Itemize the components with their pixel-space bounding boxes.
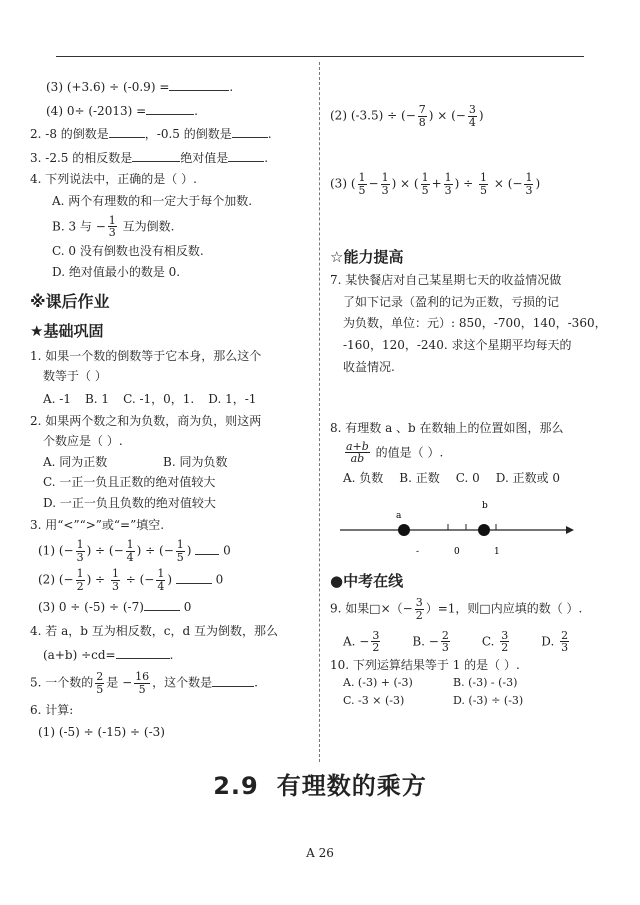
option-c: C. -3 × (-3)	[343, 693, 405, 707]
hw-question-6: 6. 计算:	[30, 703, 74, 718]
label-a: a	[396, 511, 402, 522]
option-a: A. -1	[43, 392, 71, 407]
option-c: C. 一正一负且正数的绝对值较大	[43, 475, 216, 490]
question-9-options	[330, 630, 620, 654]
option-b: B. 同为负数	[163, 454, 228, 469]
question-9: 9. 如果□×（− $\frac{3}{2}$ ）=1，则□内应填的数（ ）.	[330, 596, 583, 622]
option-d: D. 一正一负且负数的绝对值较大	[43, 496, 216, 510]
answer-blank[interactable]	[232, 125, 268, 138]
fraction: $\frac{1}{3}$	[108, 213, 116, 240]
option-a: A. 同为正数	[43, 454, 108, 469]
question-3: 3. -2.5 的相反数是 绝对值是 .	[30, 150, 269, 165]
calc-3: (3) ( $\frac{1}{5}$ − $\frac{1}{3}$ ) × ( $\frac{1}{5}$ + $\frac{1}{3}$ ) ÷ $\frac{1}{5}$ × (− $\frac{1}{3}$ )	[330, 171, 541, 197]
question-10-cd	[330, 694, 620, 708]
option-b: B. (-3) - (-3)	[453, 676, 518, 690]
answer-blank[interactable]	[146, 102, 194, 115]
number-line-figure	[338, 498, 578, 562]
homework-heading: ※课后作业	[30, 291, 110, 311]
column-divider	[319, 62, 320, 762]
question-8: 8. 有理数 a 、b 在数轴上的位置如图，那么	[330, 421, 564, 436]
question-8-expr: $\frac{a+b}{ab}$ 的值是（ ）.	[346, 439, 444, 466]
option-d: D. 1，-1	[208, 392, 257, 407]
hw-question-2-cont: 个数应是（ ）.	[43, 434, 123, 449]
question-10: 10. 下列运算结果等于 1 的是（ ）.	[330, 657, 520, 672]
arrow-icon	[566, 526, 574, 534]
hw-question-2-ab	[30, 455, 314, 471]
option-d: D. $\frac{2}{3}$	[541, 628, 569, 655]
question-8-options	[330, 471, 620, 487]
option-a: A. 负数	[343, 470, 384, 485]
answer-blank[interactable]	[109, 125, 145, 138]
option-c: C. 0	[455, 470, 480, 485]
left-column	[30, 62, 314, 740]
point-b	[478, 524, 490, 536]
exam-heading: ●中考在线	[330, 572, 404, 591]
question-4: 4. 下列说法中，正确的是（ ）.	[30, 172, 197, 187]
option-b: B. 正数	[399, 470, 440, 485]
label-b: b	[482, 501, 488, 512]
option-a: A. − $\frac{3}{2}$	[343, 628, 380, 655]
answer-blank[interactable]	[116, 646, 170, 659]
compare-1: (1) (− $\frac{1}{3}$ ) ÷ (− $\frac{1}{4}$ ) ÷ (− $\frac{1}{5}$ ) 0	[38, 538, 231, 564]
chapter-title	[0, 766, 640, 801]
chapter-name: 有理数的乘方	[276, 772, 427, 800]
answer-blank[interactable]	[132, 149, 180, 162]
question-10-ab	[330, 676, 620, 690]
basic-heading: ★基础巩固	[30, 321, 104, 340]
calc-2: (2) (-3.5) ÷ (− $\frac{7}{8}$ ) × (− $\frac{3}{4}$ )	[330, 103, 484, 129]
option-c: C. $\frac{3}{2}$	[481, 628, 509, 655]
hw-question-4-cont: (a+b) ÷cd= .	[43, 647, 174, 662]
option-a: A. (-3) + (-3)	[343, 676, 413, 690]
question-7: 7. 某快餐店对自己某星期七天的收益情况做 了如下记录（盈利的记为正数，亏损的记 为负数，单位：元）: 850，-700，140，-360， -160，120，-240. 求这个星期平均每天的 收益情况.	[330, 273, 607, 374]
option-b: B. 3 与 − $\frac{1}{3}$ 互为倒数.	[52, 213, 175, 240]
right-column	[330, 62, 620, 708]
hw-question-2: 2. 如果两个数之和为负数，商为负，则这两	[30, 413, 262, 428]
hw-question-1-cont: 数等于（ ）	[43, 369, 107, 384]
top-rule	[56, 56, 584, 57]
label-zero: 0	[454, 547, 460, 558]
chapter-number: 2.9	[213, 772, 259, 800]
compare-3: (3) 0 ÷ (-5) ÷ (-7) 0	[38, 600, 192, 615]
answer-blank[interactable]	[169, 78, 229, 91]
answer-blank[interactable]	[144, 598, 180, 611]
hw-question-1: 1. 如果一个数的倒数等于它本身，那么这个	[30, 348, 262, 363]
point-a	[398, 524, 410, 536]
hw-question-5: 5. 一个数的 $\frac{2}{5}$ 是 − $\frac{16}{5}$ ，这个数是 .	[30, 670, 258, 696]
option-c: C. 0 没有倒数也没有相反数.	[52, 243, 204, 258]
option-d: D. (-3) ÷ (-3)	[453, 693, 524, 707]
option-d: D. 正数或 0	[495, 470, 561, 485]
question-2: 2. -8 的倒数是 ，-0.5 的倒数是 .	[30, 127, 272, 142]
answer-blank[interactable]	[228, 149, 264, 162]
answer-blank[interactable]	[176, 571, 212, 584]
page-number: A 26	[306, 846, 334, 860]
ability-heading: ☆能力提高	[330, 248, 404, 267]
hw-question-4: 4. 若 a，b 互为相反数，c，d 互为倒数，那么	[30, 623, 278, 638]
hw-question-3: 3. 用“<”“>”或“=”填空.	[30, 517, 165, 532]
label-minus: -	[416, 547, 420, 558]
option-d: D. 绝对值最小的数是 0.	[52, 265, 181, 280]
calc-1: (1) (-5) ÷ (-15) ÷ (-3)	[38, 724, 165, 739]
option-c: C. -1，0，1.	[123, 392, 195, 407]
hw-question-1-options	[30, 392, 314, 408]
option-b: B. − $\frac{2}{3}$	[412, 628, 449, 655]
option-b: B. 1	[84, 392, 110, 407]
exercise-4: (4) 0÷ (-2013) = .	[46, 103, 198, 118]
exercise-3: (3) (+3.6) ÷ (-0.9) = .	[46, 80, 234, 94]
answer-blank[interactable]	[195, 542, 219, 555]
label-one: 1	[494, 547, 500, 558]
answer-blank[interactable]	[212, 674, 254, 687]
option-a: A. 两个有理数的和一定大于每个加数.	[52, 193, 253, 208]
compare-2: (2) (− $\frac{1}{2}$ ) ÷ $\frac{1}{3}$ ÷ (− $\frac{1}{4}$ ) 0	[38, 567, 224, 593]
